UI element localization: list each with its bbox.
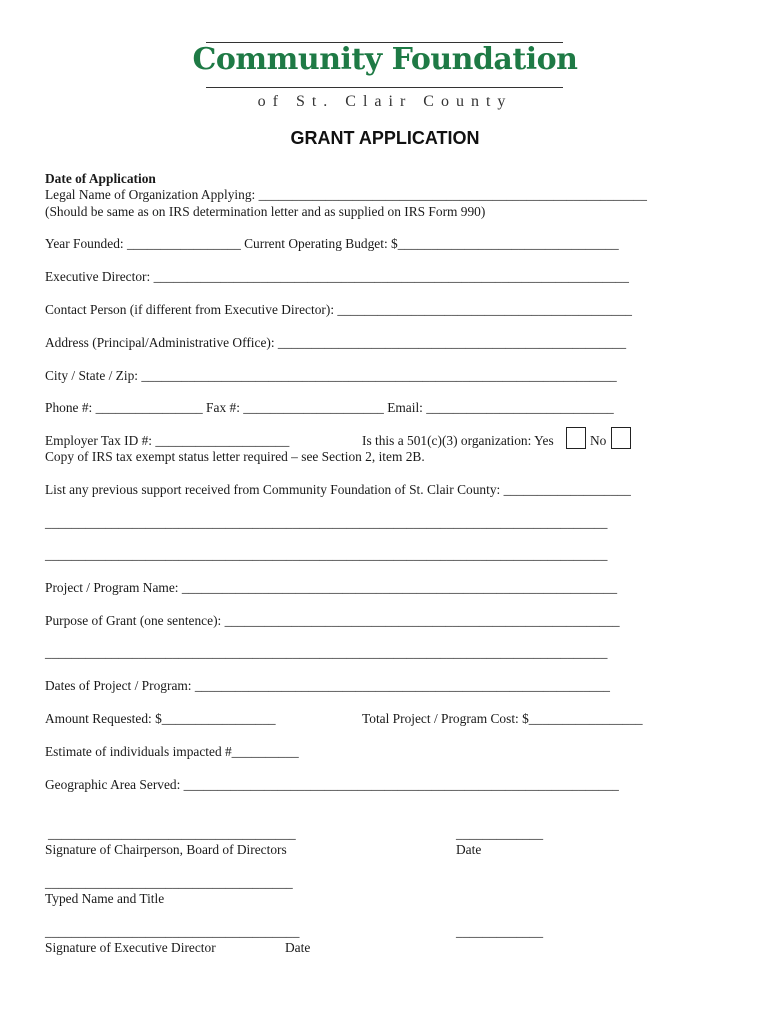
previous-support-line-2[interactable]: ____________________________________________________________________________________ [45, 515, 608, 530]
dates-of-project-field[interactable]: Dates of Project / Program: ______________________________________________________________ [45, 678, 610, 693]
phone-fax-email-field[interactable]: Phone #: ________________ Fax #: _____________________ Email: ____________________________ [45, 400, 614, 415]
typed-name-line[interactable]: _____________________________________ [45, 875, 293, 890]
purpose-field[interactable]: Purpose of Grant (one sentence): ___________________________________________________________ [45, 613, 620, 628]
chair-signature-label: Signature of Chairperson, Board of Directors [45, 842, 287, 857]
irs-copy-note: Copy of IRS tax exempt status letter required – see Section 2, item 2B. [45, 449, 425, 464]
chair-date-line[interactable]: _____________ [456, 826, 544, 841]
exec-date-label: Date [285, 940, 311, 955]
exec-date-line[interactable]: _____________ [456, 924, 544, 939]
chair-signature-line[interactable]: _____________________________________ [48, 826, 296, 841]
page-title: GRANT APPLICATION [290, 128, 480, 148]
logo-subtitle: of St. Clair County [257, 93, 513, 110]
individuals-impacted-field[interactable]: Estimate of individuals impacted #__________ [45, 744, 299, 759]
previous-support-line-3[interactable]: ____________________________________________________________________________________ [45, 547, 608, 562]
chair-date-label: Date [456, 842, 482, 857]
year-founded-budget-field[interactable]: Year Founded: _________________ Current Operating Budget: $_________________________________ [45, 236, 619, 251]
legal-name-field[interactable]: Legal Name of Organization Applying: __________________________________________________________ [45, 187, 647, 202]
geographic-area-field[interactable]: Geographic Area Served: _________________________________________________________________ [45, 777, 619, 792]
project-name-field[interactable]: Project / Program Name: _________________________________________________________________ [45, 580, 618, 595]
logo-bottom-rule [206, 87, 563, 88]
exec-signature-label: Signature of Executive Director [45, 940, 216, 955]
employer-tax-id-field[interactable]: Employer Tax ID #: ____________________ [45, 433, 290, 448]
date-of-application-label: Date of Application [45, 171, 156, 186]
contact-person-field[interactable]: Contact Person (if different from Executive Director): ____________________________________________ [45, 302, 632, 317]
typed-name-label: Typed Name and Title [45, 891, 165, 906]
no-checkbox[interactable] [611, 427, 631, 449]
logo-title: Community Foundation [192, 42, 578, 77]
no-label: No [590, 433, 607, 448]
purpose-line-2[interactable]: ____________________________________________________________________________________ [45, 645, 608, 660]
exec-signature-line[interactable]: ______________________________________ [45, 924, 300, 939]
previous-support-field[interactable]: List any previous support received from Community Foundation of St. Clair County: ___________________ [45, 482, 631, 497]
total-cost-field[interactable]: Total Project / Program Cost: $_________________ [362, 711, 643, 726]
city-state-zip-field[interactable]: City / State / Zip: _______________________________________________________________________ [45, 368, 617, 383]
executive-director-field[interactable]: Executive Director: _______________________________________________________________________ [45, 269, 629, 284]
yes-checkbox[interactable] [566, 427, 586, 449]
address-field[interactable]: Address (Principal/Administrative Office): ____________________________________________________ [45, 335, 627, 350]
legal-name-note: (Should be same as on IRS determination letter and as supplied on IRS Form 990) [45, 204, 486, 219]
amount-requested-field[interactable]: Amount Requested: $_________________ [45, 711, 276, 726]
is-501c3-label: Is this a 501(c)(3) organization: Yes [362, 433, 554, 448]
